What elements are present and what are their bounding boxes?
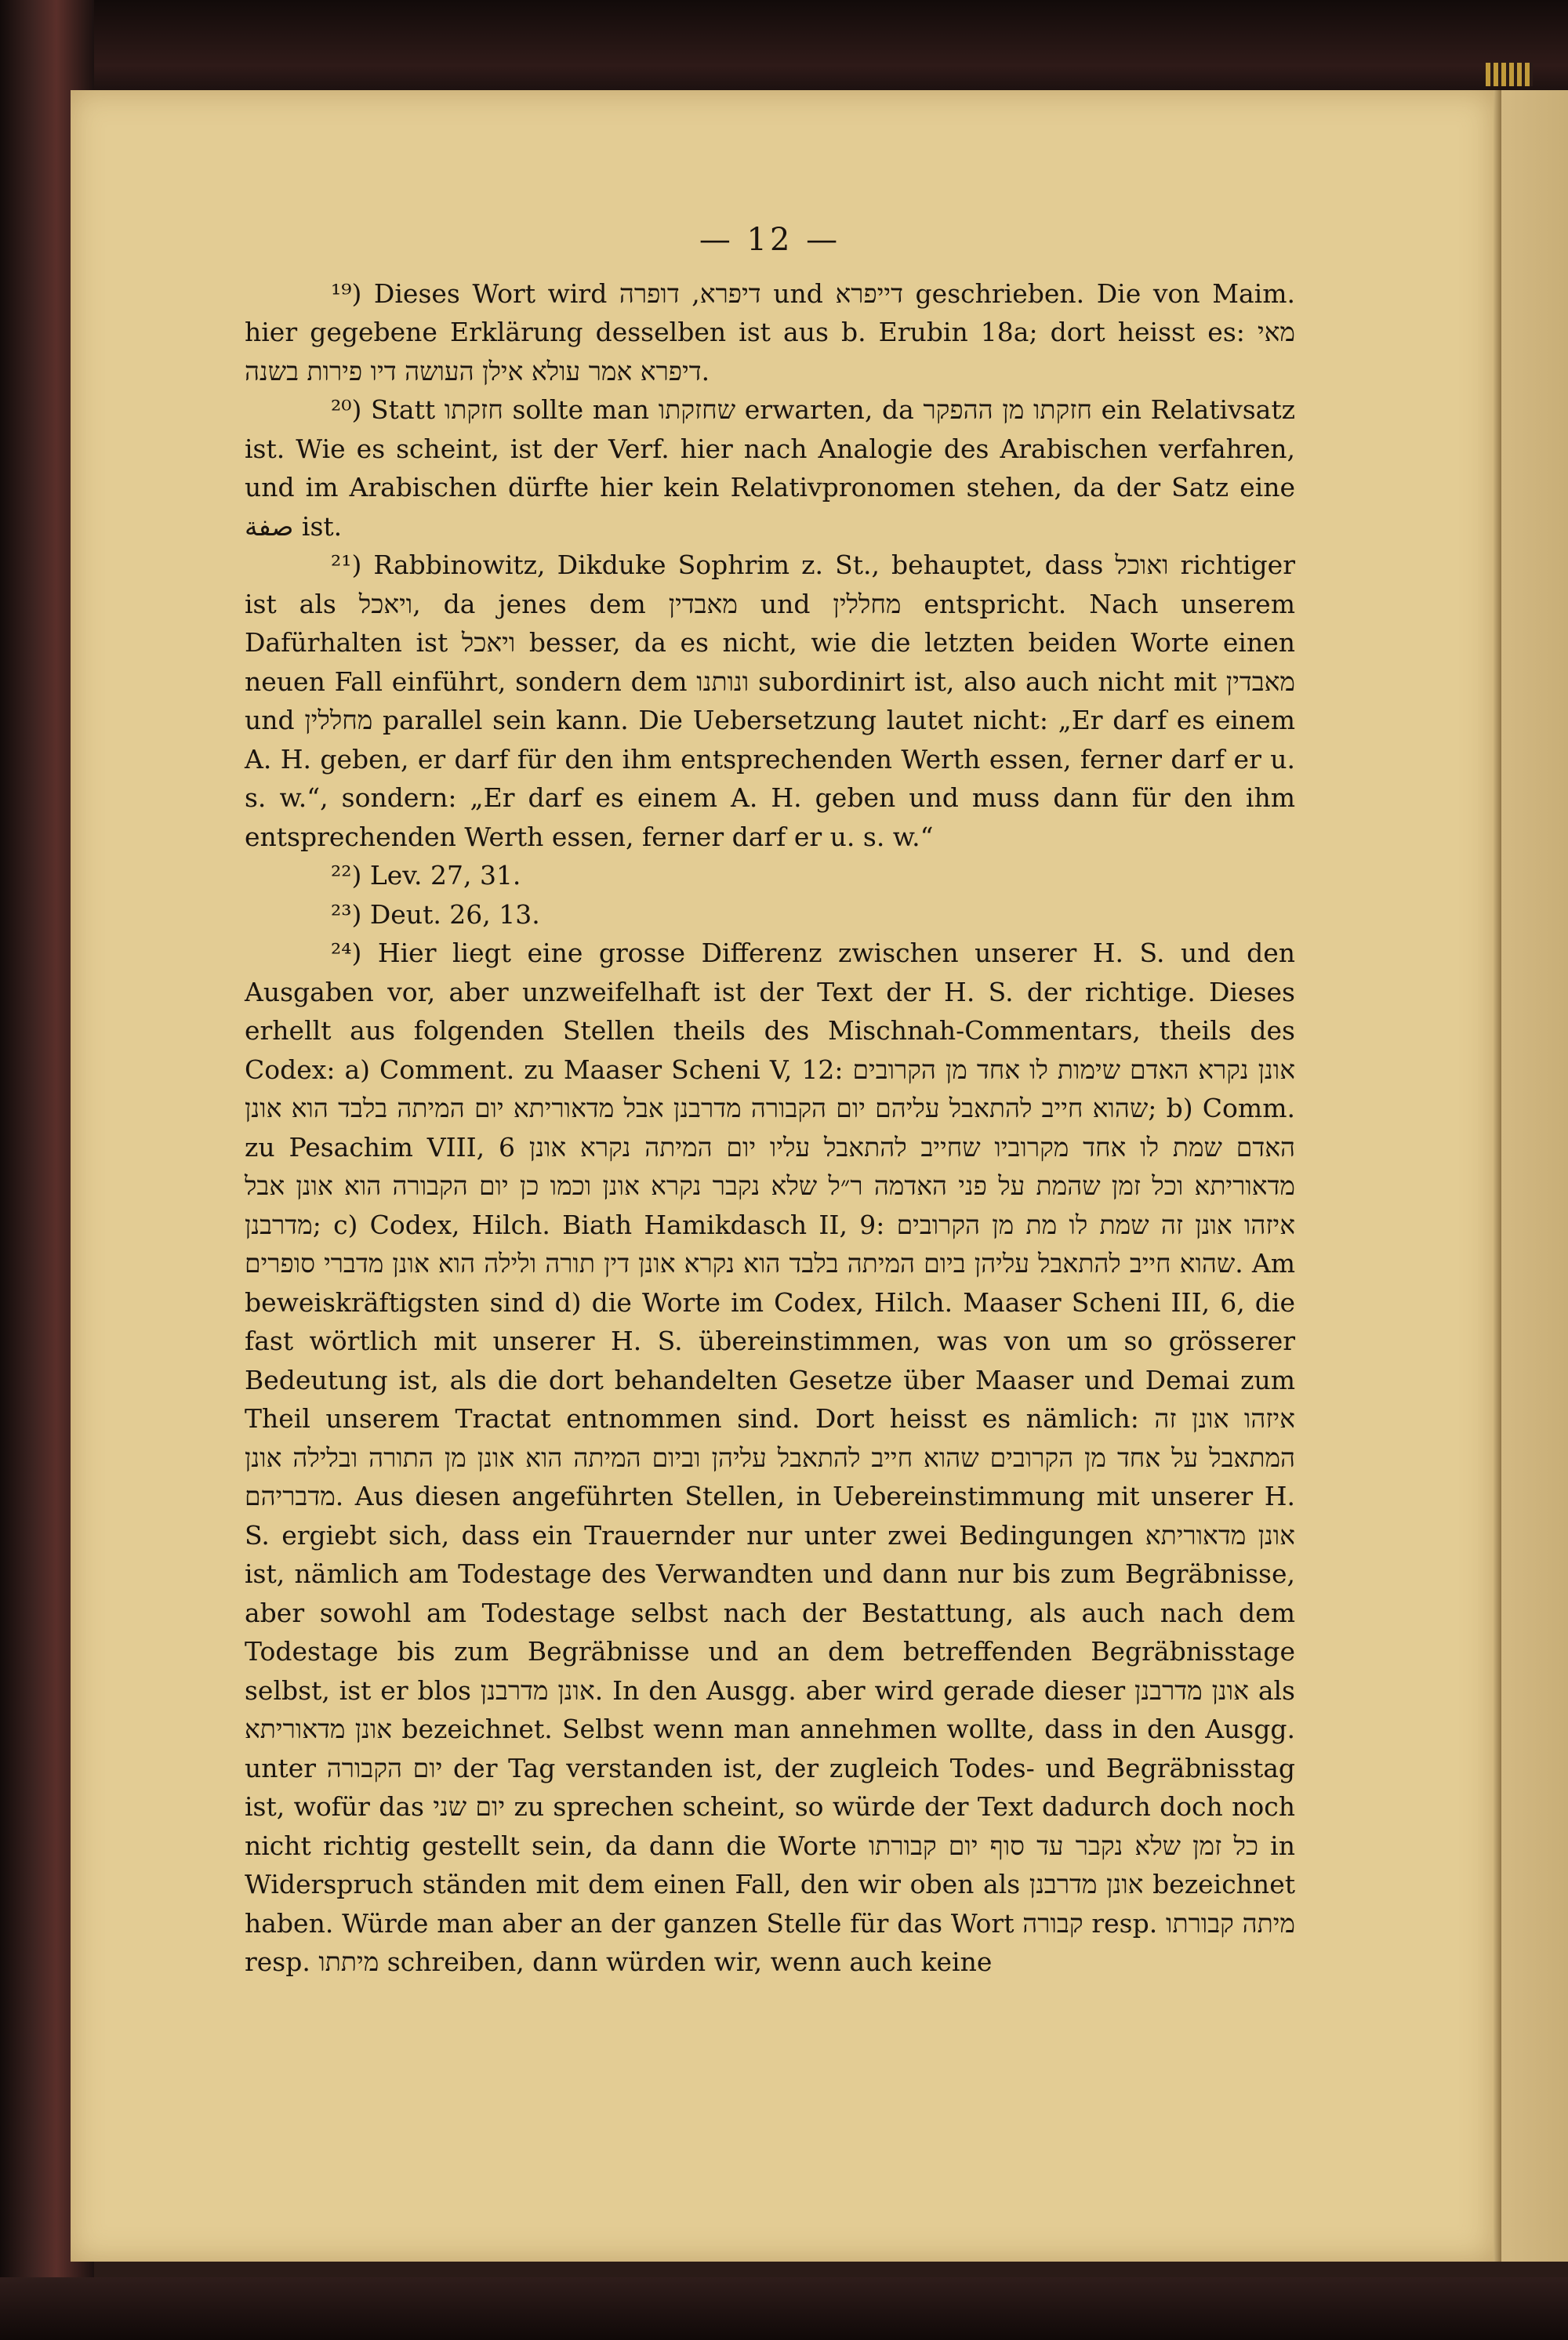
binding-thread (1486, 63, 1533, 86)
footnote-20: ²⁰) Statt חזקתו sollte man שחזקתו erwarten, da חזקתו מן ההפקר ein Relativsatz ist. Wie es scheint, ist der Verf. hier nach Analogie des Arabischen verfahren, und im Arabischen dürfte hier kein Relativpronomen stehen, da der Satz eine صفة ist. (245, 394, 1295, 542)
footnote-24: ²⁴) Hier liegt eine grosse Differenz zwischen unserer H. S. und den Ausgaben vor, aber unzweifelhaft ist der Text der H. S. der richtige. Dieses erhellt aus folgenden Stellen theils des Mischnah-Commentars, theils des Codex: a) Comment. zu Maaser Scheni V, 12: אונן נקרא האדם שימות לו אחד מן הקרובים שהוא חייב להתאבל עליהם יום הקבורה מדרבנן אבל מדאוריתא יום המיתה בלבד הוא אונן; b) Comm. zu Pesachim VIII, 6 האדם שמת לו אחד מקרוביו שחייב להתאבל עליו יום המיתה נקרא אונן מדאוריתא וכל זמן שהמת על פני האדמה ר״ל שלא נקבר נקרא אונן וכמו כן יום הקבורה הוא אונן אבל מדרבנן; c) Codex, Hilch. Biath Hamikdasch II, 9: איזהו אונן זה שמת לו מת מן הקרובים שהוא חייב להתאבל עליהן ביום המיתה בלבד הוא נקרא אונן דין תורה ולילה הוא אונן מדברי סופרים. Am beweiskräftigsten sind d) die Worte im Codex, Hilch. Maaser Scheni III, 6, die fast wörtlich mit unserer H. S. übereinstimmen, was von um so grösserer Bedeutung ist, als die dort behandelten Gesetze über Maaser und Demai zum Theil unserem Tractat entnommen sind. Dort heisst es nämlich: איזהו אונן זה המתאבל על אחד מן הקרובים שהוא חייב להתאבל עליהן וביום המיתה הוא אונן מן התורה ובלילה אונן מדבריהם. Aus diesen angeführten Stellen, in Uebereinstimmung mit unserer H. S. ergiebt sich, dass ein Trauernder nur unter zwei Bedingungen אונן מדאוריתא ist, nämlich am Todestage des Verwandten und dann nur bis zum Begräbnisse, aber sowohl am Todestage selbst nach der Bestattung, als auch nach dem Todestage bis zum Begräbnisse und an dem betreffenden Begräbnisstage selbst, ist er blos אונן מדרבנן. In den Ausgg. aber wird gerade dieser אונן מדרבנן als אונן מדאוריתא bezeichnet. Selbst wenn man annehmen wollte, dass in den Ausgg. unter יום הקבורה der Tag verstanden ist, der zugleich Todes- und Begräbnisstag ist, wofür das יום שני zu sprechen scheint, so würde der Text dadurch doch noch nicht richtig gestellt sein, da dann die Worte כל זמן שלא נקבר עד סוף יום קבורתו in Widerspruch ständen mit dem einen Fall, den wir oben als אונן מדרבנן bezeichnet haben. Würde man aber an der ganzen Stelle für das Wort קבורה resp. מיתה קבורתו resp. מיתתו schreiben, dann würden wir, wenn auch keine (245, 938, 1296, 1977)
page-edge (1494, 90, 1501, 2262)
footnote-23: ²³) Deut. 26, 13. (331, 898, 540, 930)
footnote-22: ²²) Lev. 27, 31. (331, 860, 521, 891)
footnote-19: ¹⁹) Dieses Wort wird דיפרא, דופרה und דייפרא geschrieben. Die von Maim. hier gegebene Erklärung desselben ist aus b. Erubin 18a; dort heisst es: מאי דיפרא אמר עולא אילן העושה דיו פירות בשנה. (245, 278, 1296, 386)
book-cover-top (0, 0, 1568, 94)
book-cover-bottom (0, 2277, 1568, 2340)
next-page-edge (1501, 90, 1568, 2262)
page-text (245, 221, 1295, 1982)
page-number: — 12 — (699, 222, 841, 258)
footnote-21: ²¹) Rabbinowitz, Dikduke Sophrim z. St., behauptet, dass ואוכל richtiger ist als ויאכל, da jenes dem מאבדין und מחללין entspricht. Nach unserem Dafürhalten ist ויאכל besser, da es nicht, wie die letzten beiden Worte einen neuen Fall einführt, sondern dem ונותנו subordinirt ist, also auch nicht mit מאבדין und מחללין parallel sein kann. Die Uebersetzung lautet nicht: „Er darf es einem A. H. geben, er darf für den ihm entsprechenden Werth essen, ferner darf er u. s. w.“, sondern: „Er darf es einem A. H. geben und muss dann für den ihm entsprechenden Werth essen, ferner darf er u. s. w.“ (245, 550, 1295, 852)
